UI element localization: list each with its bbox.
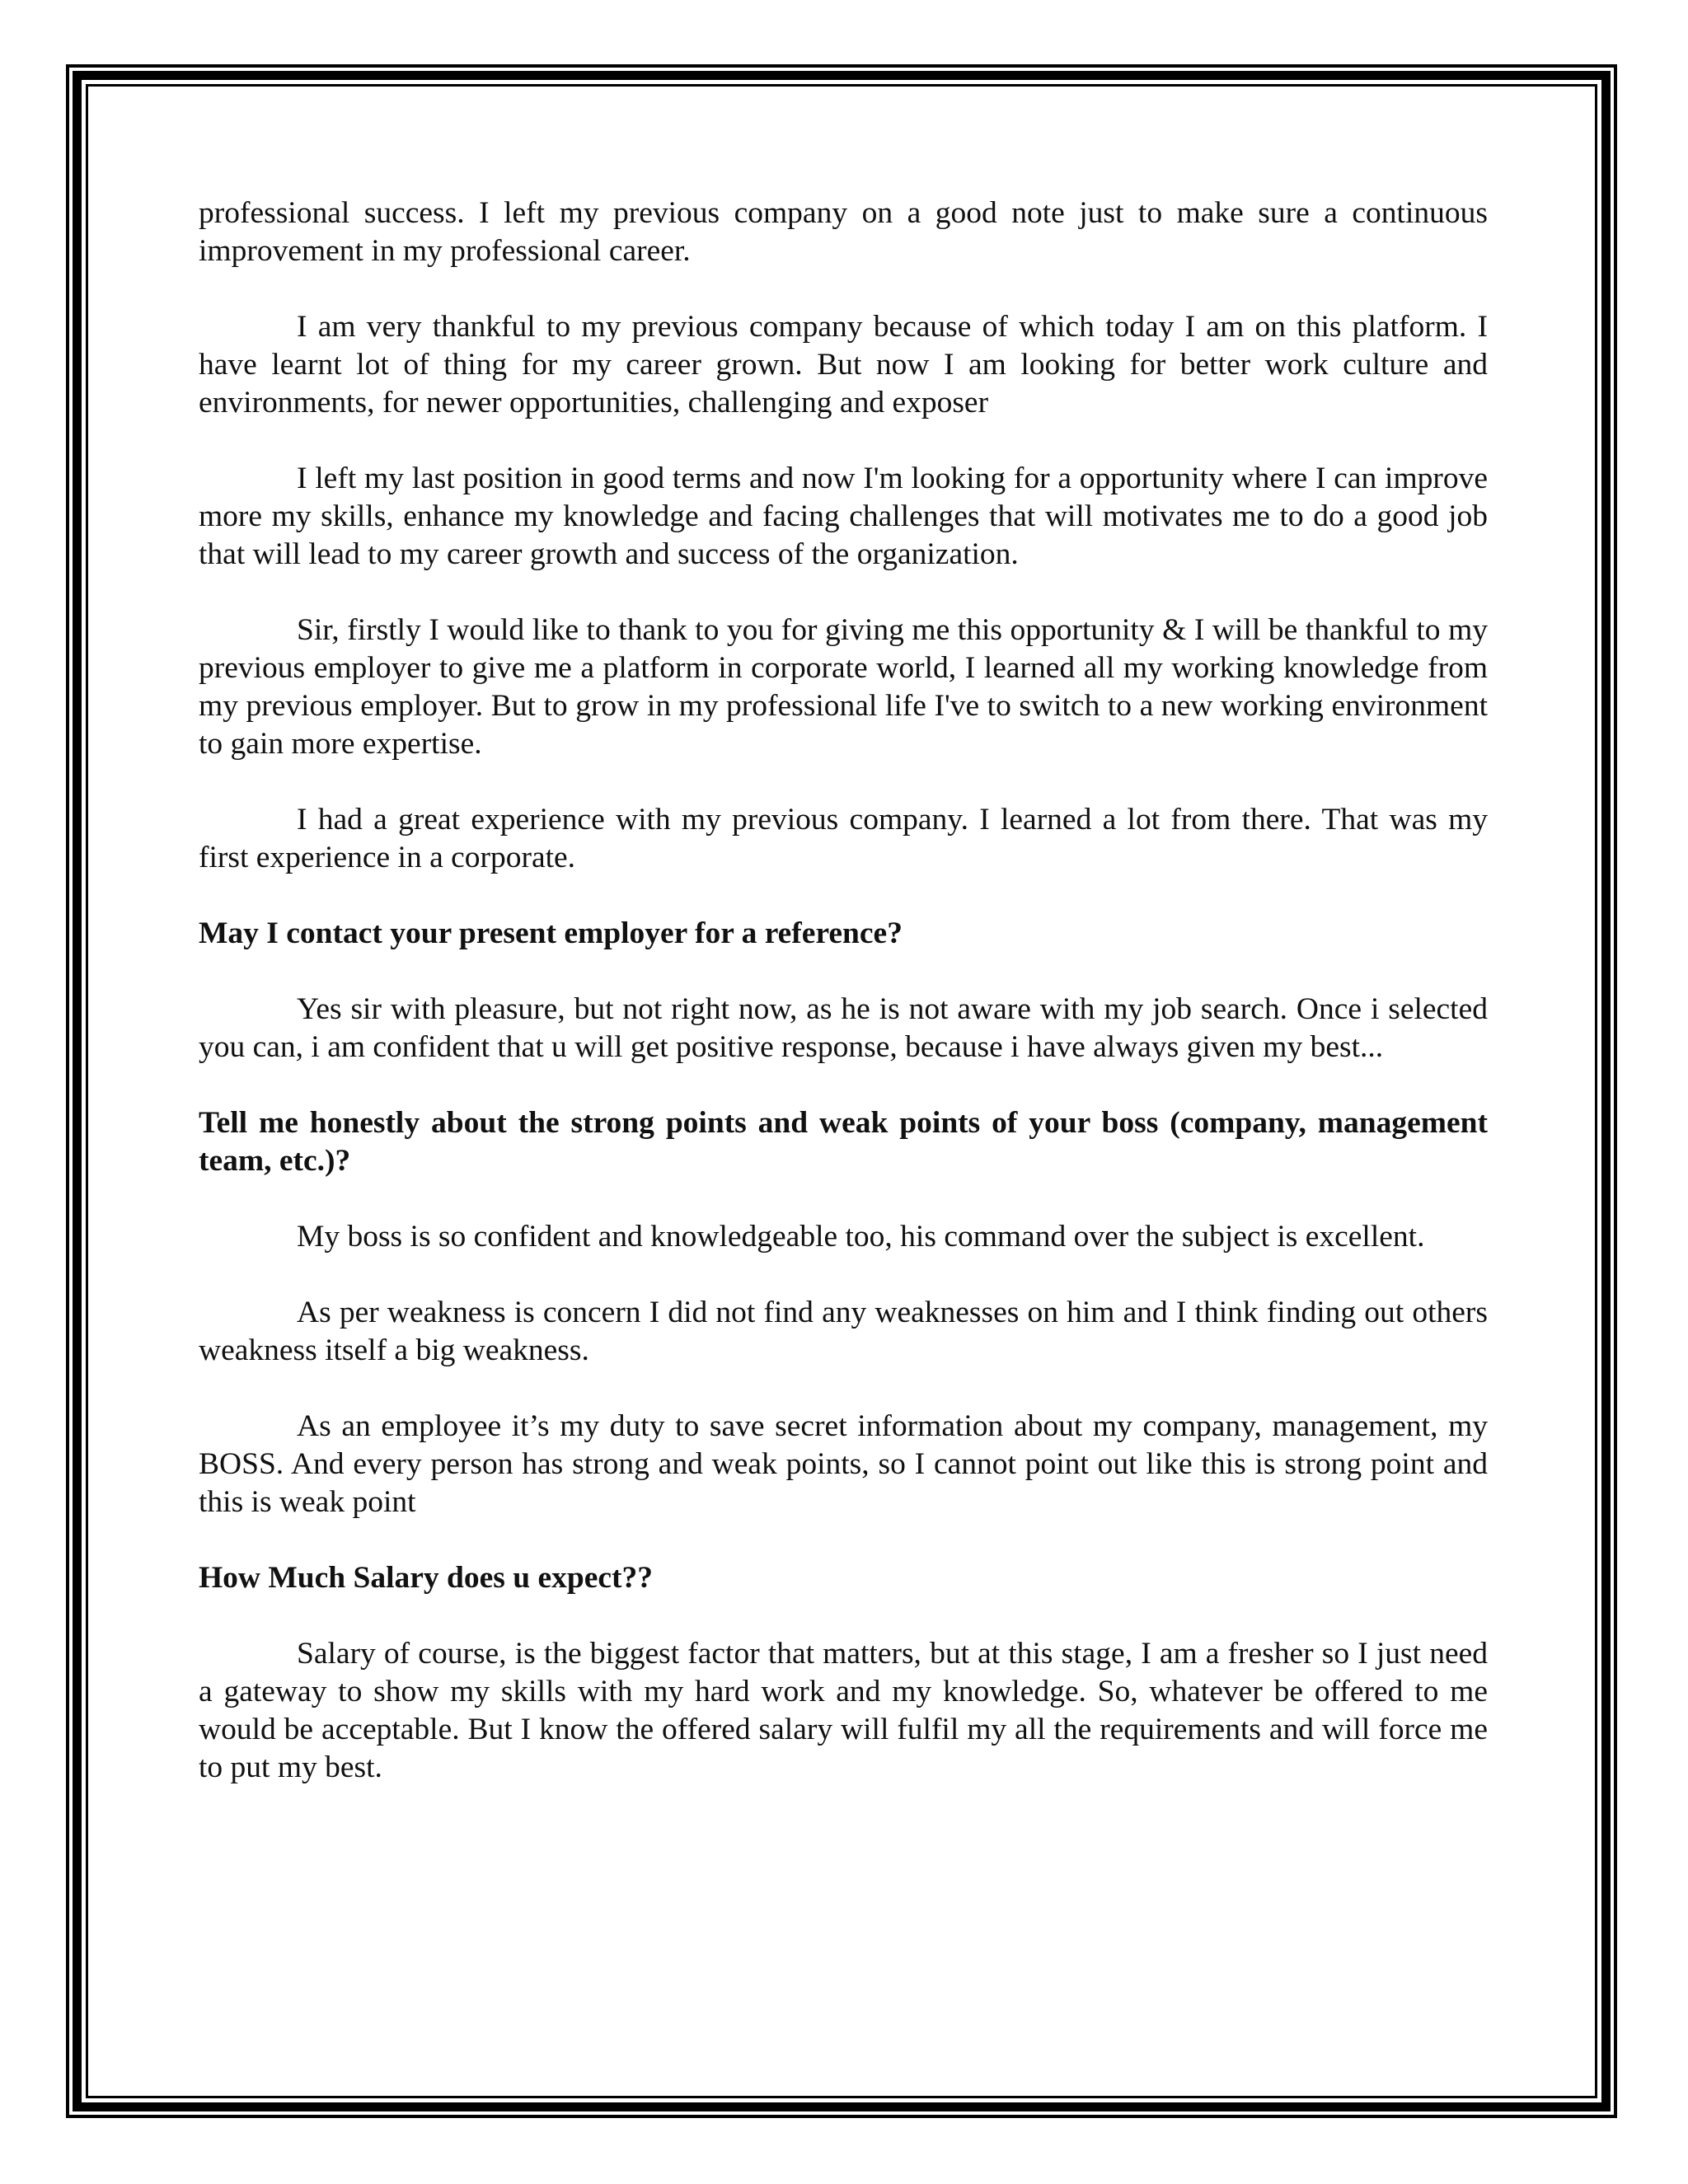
question-heading: May I contact your present employer for a reference?	[199, 916, 903, 950]
paragraph: As an employee it’s my duty to save secret information about my company, management, my BOSS. And every person has strong and weak points, so I cannot point out like this is strong point and this is weak point	[199, 1409, 1488, 1519]
question-heading: Tell me honestly about the strong points and weak points of your boss (company, management team, etc.)?	[199, 1106, 1488, 1178]
paragraph: I am very thankful to my previous company because of which today I am on this platform. I have learnt lot of thing for my career grown. But now I am looking for better work culture and environments, for newer opportunities, challenging and exposer	[199, 310, 1488, 419]
paragraph: I had a great experience with my previous company. I learned a lot from there. That was my first experience in a corporate.	[199, 803, 1488, 874]
paragraph: My boss is so confident and knowledgeable too, his command over the subject is excellent.	[297, 1220, 1425, 1254]
paragraph: Salary of course, is the biggest factor that matters, but at this stage, I am a fresher so I just need a gateway to show my skills with my hard work and my knowledge. So, whatever be offered to me would be acceptable. But I know the offered salary will fulfil my all the requirements and will force me to put my best.	[199, 1637, 1488, 1784]
paragraph: Yes sir with pleasure, but not right now, as he is not aware with my job search. Once i selected you can, i am confident that u will get positive response, because i have always given my best...	[199, 992, 1488, 1064]
paragraph: professional success. I left my previous company on a good note just to make sure a continuous improvement in my professional career.	[199, 196, 1488, 268]
question-heading: How Much Salary does u expect??	[199, 1561, 654, 1595]
paragraph: As per weakness is concern I did not find any weaknesses on him and I think finding out others weakness itself a big weakness.	[199, 1296, 1488, 1367]
paragraph: Sir, firstly I would like to thank to you for giving me this opportunity & I will be thankful to my previous employer to give me a platform in corporate world, I learned all my working knowledge from my previous employer. But to grow in my professional life I've to switch to a new working environment to gain more expertise.	[199, 613, 1488, 761]
paragraph: I left my last position in good terms and now I'm looking for a opportunity where I can improve more my skills, enhance my knowledge and facing challenges that will motivates me to do a good job that will lead to my career growth and success of the organization.	[199, 462, 1488, 571]
document-body	[199, 194, 1488, 1825]
